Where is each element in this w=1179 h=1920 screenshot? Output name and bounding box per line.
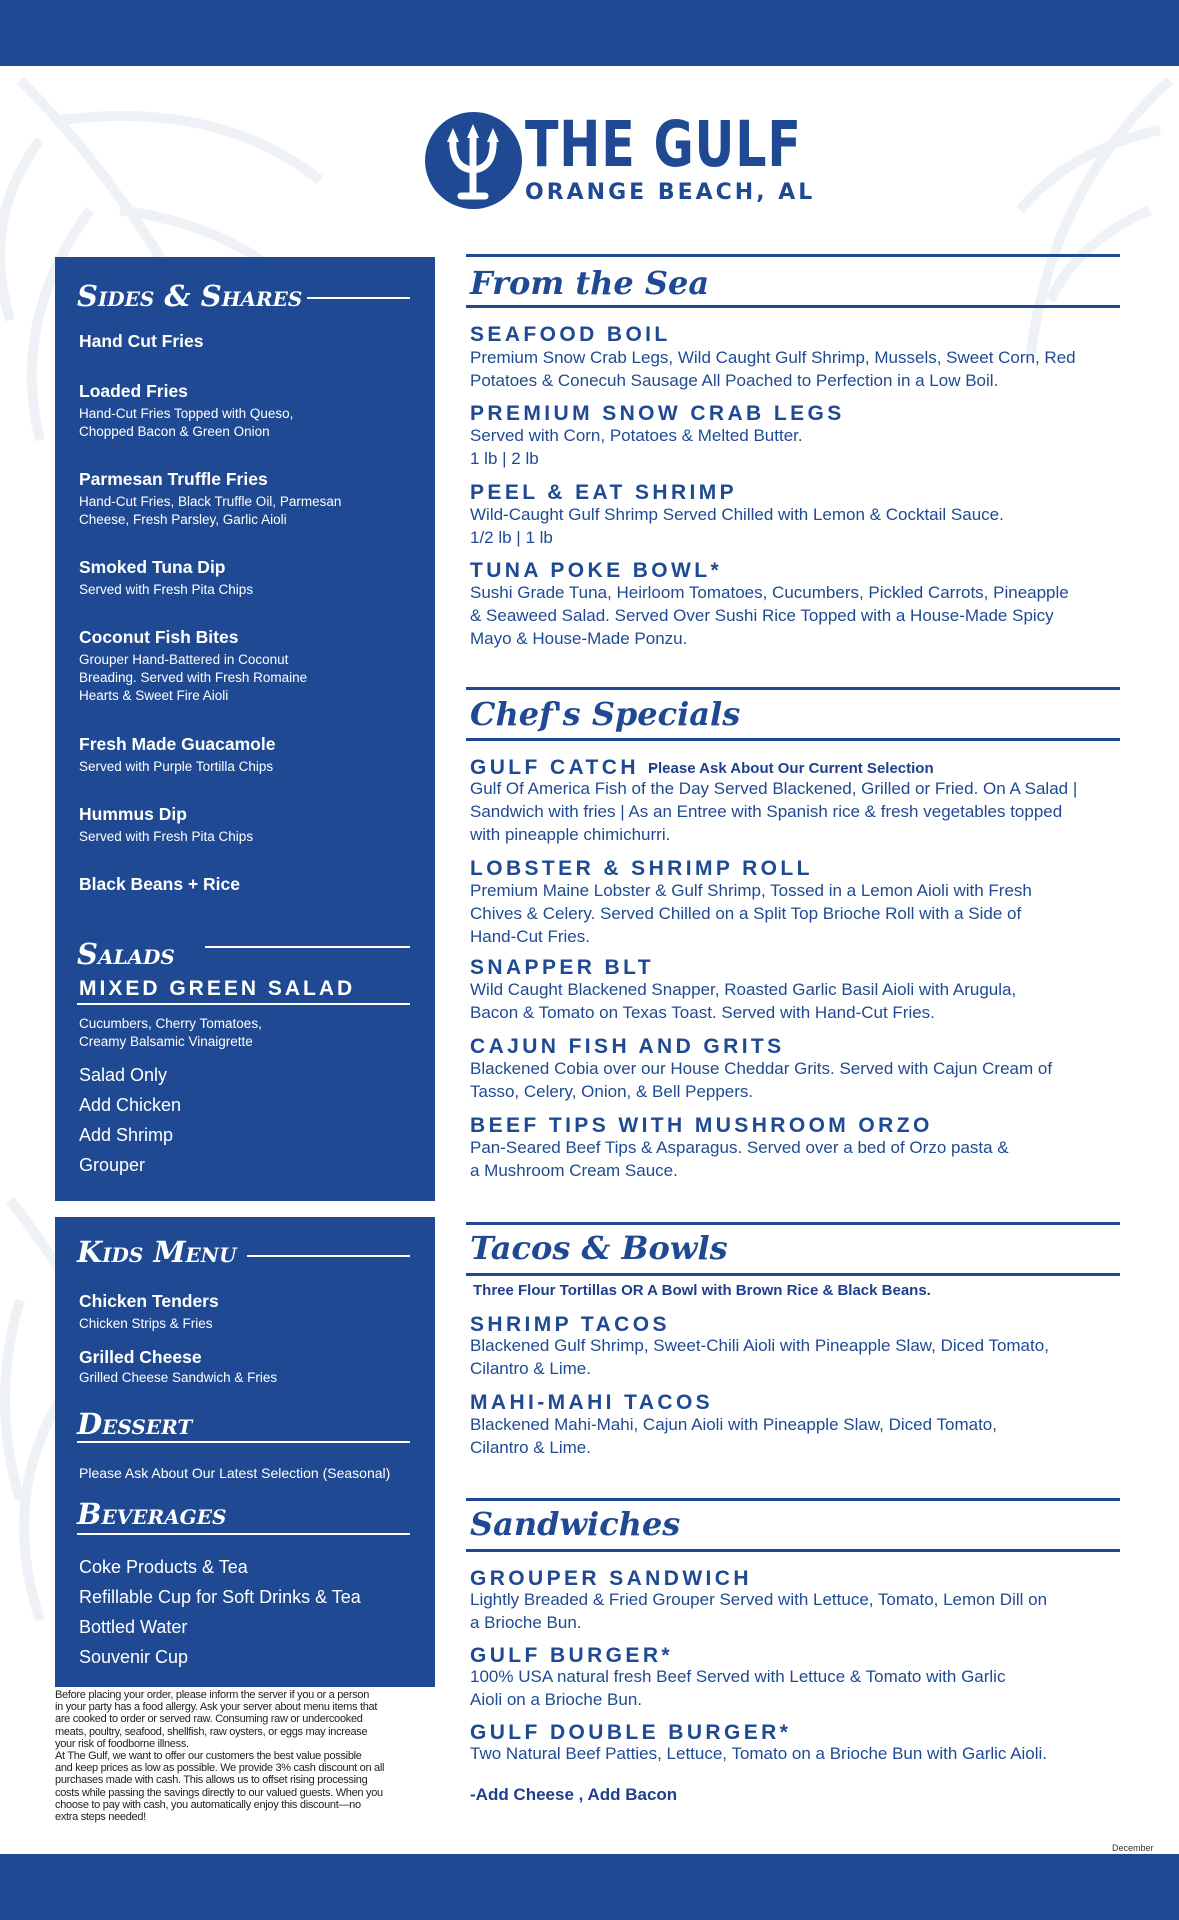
disclaimer-line: choose to pay with cash, you automatically enjoy this discount—no <box>55 1798 361 1811</box>
menu-item-name: Chicken Tenders <box>79 1291 219 1311</box>
menu-item-desc: Premium Snow Crab Legs, Wild Caught Gulf Shrimp, Mussels, Sweet Corn, Red <box>470 348 1076 367</box>
menu-item-desc: Blackened Mahi-Mahi, Cajun Aioli with Pineapple Slaw, Diced Tomato, <box>470 1415 997 1434</box>
heading-rule <box>77 1533 410 1535</box>
sandwiches-heading: Sandwiches <box>470 1505 681 1543</box>
disclaimer-line: and keep prices as low as possible. We provide 3% cash discount on all <box>55 1762 385 1775</box>
disclaimer-line: purchases made with cash. This allows us to offset rising processing <box>55 1774 368 1787</box>
top-banner <box>0 0 1179 66</box>
menu-item-name: MAHI-MAHI TACOS <box>470 1391 714 1414</box>
salad-option: Add Chicken <box>79 1095 182 1115</box>
menu-item-name: CAJUN FISH AND GRITS <box>470 1035 785 1058</box>
menu-item-desc: Served with Corn, Potatoes & Melted Butter. <box>470 426 803 445</box>
menu-item-desc: Wild Caught Blackened Snapper, Roasted Garlic Basil Aioli with Arugula, <box>470 980 1017 999</box>
dessert-heading: Dessert <box>77 1407 193 1441</box>
menu-item-desc: Pan-Seared Beef Tips & Asparagus. Served over a bed of Orzo pasta & <box>470 1138 1009 1157</box>
menu-item-desc: Mayo & House-Made Ponzu. <box>470 629 688 648</box>
menu-item-name: Coconut Fish Bites <box>79 627 239 647</box>
salad-rule <box>77 1003 410 1005</box>
disclaimer-line: meats, poultry, seafood, shellfish, raw oysters, or eggs may increase <box>55 1725 368 1738</box>
menu-item-desc: Lightly Breaded & Fried Grouper Served with Lettuce, Tomato, Lemon Dill on <box>470 1590 1048 1609</box>
menu-item-name: LOBSTER & SHRIMP ROLL <box>470 857 813 880</box>
menu-item-desc: Hand-Cut Fries Topped with Queso, <box>79 406 294 421</box>
disclaimer-line: in your party has a food allergy. Ask your server about menu items that <box>55 1701 378 1714</box>
salads-heading: Salads <box>77 937 175 971</box>
menu-item-desc: Grouper Hand-Battered in Coconut <box>79 652 289 667</box>
menu-item-desc: Tasso, Celery, Onion, & Bell Peppers. <box>470 1082 754 1101</box>
heading-rule <box>77 1441 410 1443</box>
menu-item-desc: Blackened Gulf Shrimp, Sweet-Chili Aioli with Pineapple Slaw, Diced Tomato, <box>470 1336 1049 1355</box>
section-rule <box>466 1498 1120 1501</box>
menu-item-desc: Chicken Strips & Fries <box>79 1316 213 1331</box>
menu-item-name: Smoked Tuna Dip <box>79 557 226 577</box>
menu-item-desc: with pineapple chimichurri. <box>470 825 671 844</box>
menu-month: December <box>1112 1843 1154 1853</box>
menu-item-desc: Two Natural Beef Patties, Lettuce, Tomato on a Brioche Bun with Garlic Aioli. <box>470 1744 1048 1763</box>
menu-item-name: Black Beans + Rice <box>79 874 240 894</box>
beverage-item: Coke Products & Tea <box>79 1557 248 1577</box>
menu-item-price: 1/2 lb | 1 lb <box>470 528 553 547</box>
trident-emblem <box>425 112 522 209</box>
tacos-note: Three Flour Tortillas OR A Bowl with Brown Rice & Black Beans. <box>473 1282 931 1299</box>
salad-option: Salad Only <box>79 1065 168 1085</box>
trident-icon <box>425 112 522 209</box>
menu-item-desc: & Seaweed Salad. Served Over Sushi Rice Topped with a House-Made Spicy <box>470 606 1054 625</box>
beverage-item: Souvenir Cup <box>79 1647 189 1667</box>
dessert-text: Please Ask About Our Latest Selection (Seasonal) <box>79 1465 391 1481</box>
menu-item-desc: Grilled Cheese Sandwich & Fries <box>79 1370 278 1385</box>
section-rule <box>466 1222 1120 1225</box>
kids-heading: Kids Menu <box>77 1235 237 1269</box>
menu-item-desc: Breading. Served with Fresh Romaine <box>79 670 308 685</box>
menu-item-desc: Chopped Bacon & Green Onion <box>79 424 270 439</box>
menu-item-name: TUNA POKE BOWL* <box>470 559 723 582</box>
tacos-heading: Tacos & Bowls <box>470 1229 728 1267</box>
restaurant-name: THE GULF <box>525 108 802 181</box>
section-rule <box>466 254 1120 257</box>
salad-option: Grouper <box>79 1155 146 1175</box>
menu-item-desc: Hand-Cut Fries, Black Truffle Oil, Parmesan <box>79 494 342 509</box>
beverage-item: Refillable Cup for Soft Drinks & Tea <box>79 1587 361 1607</box>
section-rule <box>466 738 1120 741</box>
sides-heading: Sides & Shares <box>77 279 303 313</box>
menu-item-desc: Served with Fresh Pita Chips <box>79 829 254 844</box>
menu-item-desc: Bacon & Tomato on Texas Toast. Served with Hand-Cut Fries. <box>470 1003 935 1022</box>
heading-rule <box>205 946 410 948</box>
menu-item-name: Grilled Cheese <box>79 1347 202 1367</box>
menu-item-desc: 100% USA natural fresh Beef Served with Lettuce & Tomato with Garlic <box>470 1667 1006 1686</box>
disclaimer-line: Before placing your order, please inform the server if you or a person <box>55 1689 370 1701</box>
menu-item-desc: Cilantro & Lime. <box>470 1438 591 1457</box>
bottom-banner <box>0 1854 1179 1920</box>
menu-item-desc: Sushi Grade Tuna, Heirloom Tomatoes, Cucumbers, Pickled Carrots, Pineapple <box>470 583 1069 602</box>
menu-item-desc: Aioli on a Brioche Bun. <box>470 1690 642 1709</box>
section-rule <box>466 305 1120 308</box>
menu-item-name: PEEL & EAT SHRIMP <box>470 481 738 504</box>
menu-item-name: GULF BURGER* <box>470 1644 673 1667</box>
salad-name: MIXED GREEN SALAD <box>79 977 356 1000</box>
sandwich-addons: -Add Cheese , Add Bacon <box>470 1785 678 1804</box>
menu-item-name: PREMIUM SNOW CRAB LEGS <box>470 402 845 425</box>
specials-heading: Chef's Specials <box>470 695 741 733</box>
menu-item-desc: Served with Fresh Pita Chips <box>79 582 254 597</box>
menu-item-desc: a Brioche Bun. <box>470 1613 582 1632</box>
disclaimer-line: costs while passing the savings directly to our valued guests. When you <box>55 1786 383 1799</box>
section-rule <box>466 687 1120 690</box>
menu-item-price: 1 lb | 2 lb <box>470 449 539 468</box>
menu-item-name: Hand Cut Fries <box>79 331 204 351</box>
disclaimer-line: At The Gulf, we want to offer our customers the best value possible <box>55 1750 362 1763</box>
menu-item-name: GULF DOUBLE BURGER* <box>470 1721 792 1744</box>
menu-item-name: BEEF TIPS WITH MUSHROOM ORZO <box>470 1114 933 1137</box>
menu-item-name: SHRIMP TACOS <box>470 1313 670 1336</box>
kids-dessert-beverages-panel <box>55 1217 435 1687</box>
restaurant-logo <box>425 108 816 213</box>
menu-item-desc: Served with Purple Tortilla Chips <box>79 759 274 774</box>
beverages-heading: Beverages <box>77 1497 227 1531</box>
menu-item-desc: Hand-Cut Fries. <box>470 927 590 946</box>
salad-option: Add Shrimp <box>79 1125 174 1145</box>
menu-item-name: SEAFOOD BOIL <box>470 323 671 346</box>
menu-item-note: Please Ask About Our Current Selection <box>648 760 934 777</box>
disclaimer-line: your risk of foodborne illness. <box>55 1737 189 1750</box>
menu-item-desc: a Mushroom Cream Sauce. <box>470 1161 678 1180</box>
menu-item-desc: Cheese, Fresh Parsley, Garlic Aioli <box>79 512 287 527</box>
disclaimer-line: extra steps needed! <box>55 1811 146 1824</box>
menu-item-desc: Blackened Cobia over our House Cheddar Grits. Served with Cajun Cream of <box>470 1059 1053 1078</box>
menu-item-desc: Hearts & Sweet Fire Aioli <box>79 688 229 703</box>
sea-heading: From the Sea <box>470 264 710 302</box>
menu-item-desc: Chives & Celery. Served Chilled on a Split Top Brioche Roll with a Side of <box>470 904 1022 923</box>
menu-item-desc: Sandwich with fries | As an Entree with Spanish rice & fresh vegetables topped <box>470 802 1063 821</box>
menu-item-name: Hummus Dip <box>79 804 187 824</box>
salad-desc: Cucumbers, Cherry Tomatoes, <box>79 1016 262 1031</box>
menu-item-desc: Potatoes & Conecuh Sausage All Poached to Perfection in a Low Boil. <box>470 371 999 390</box>
salad-desc: Creamy Balsamic Vinaigrette <box>79 1034 253 1049</box>
heading-rule <box>307 297 410 299</box>
section-rule <box>466 1549 1120 1552</box>
menu-item-name: Fresh Made Guacamole <box>79 734 276 754</box>
menu-item-name: Parmesan Truffle Fries <box>79 469 268 489</box>
menu-item-desc: Wild-Caught Gulf Shrimp Served Chilled with Lemon & Cocktail Sauce. <box>470 505 1004 524</box>
menu-item-name: GROUPER SANDWICH <box>470 1567 752 1590</box>
sides-salads-panel <box>55 257 435 1201</box>
menu-item-desc: Premium Maine Lobster & Gulf Shrimp, Tossed in a Lemon Aioli with Fresh <box>470 881 1032 900</box>
restaurant-location: ORANGE BEACH, AL <box>525 180 816 205</box>
heading-rule <box>247 1255 410 1257</box>
allergy-disclaimer <box>55 1689 435 1823</box>
disclaimer-line: are cooked to order or served raw. Consuming raw or undercooked <box>55 1713 363 1726</box>
section-rule <box>466 1273 1120 1276</box>
menu-item-name: GULF CATCH - <box>470 756 659 779</box>
menu-item-name: Loaded Fries <box>79 381 188 401</box>
palm-leaf-decoration-right <box>1010 70 1179 370</box>
menu-item-name: SNAPPER BLT <box>470 956 655 979</box>
menu-item-desc: Cilantro & Lime. <box>470 1359 591 1378</box>
beverage-item: Bottled Water <box>79 1617 188 1637</box>
menu-item-desc: Gulf Of America Fish of the Day Served Blackened, Grilled or Fried. On A Salad | <box>470 779 1078 798</box>
